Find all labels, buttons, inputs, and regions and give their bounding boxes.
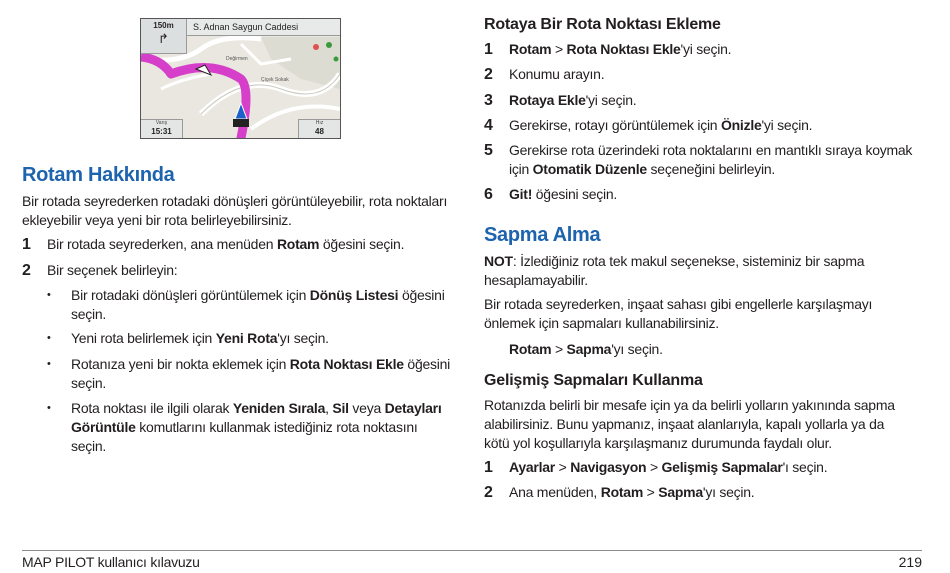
menu-term: Rotam [509, 341, 552, 357]
step-number: 6 [484, 186, 493, 203]
turn-distance: 150m [153, 21, 174, 30]
section-heading-detour: Sapma Alma [484, 224, 601, 246]
subheading-advanced-detours: Gelişmiş Sapmaları Kullanma [484, 372, 703, 389]
step-number: 3 [484, 92, 493, 109]
step-number: 5 [484, 142, 493, 159]
paragraph-text: kötü yol koşullarıyla karşılaşmanız durumunda faydalı olur. [484, 435, 832, 451]
menu-term: Detayları [384, 400, 442, 416]
menu-term: Rota Noktası Ekle [289, 356, 404, 372]
step-text: 'yi seçin. [585, 92, 637, 108]
menu-term: Dönüş Listesi [309, 287, 399, 303]
step-number: 1 [484, 459, 493, 476]
bullet-text: , [325, 400, 333, 416]
bullet-icon: • [47, 332, 51, 344]
note-text: : İzlediğiniz rota tek makul seçenekse, sisteminiz bir sapma [512, 253, 865, 269]
page-number: 219 [898, 554, 922, 570]
subheading-add-waypoint: Rotaya Bir Rota Noktası Ekleme [484, 16, 721, 33]
instruction-text: 'yı seçin. [611, 341, 663, 357]
bullet-text: Yeni rota belirlemek için [71, 330, 216, 346]
speed-value: 48 [315, 127, 324, 136]
bullet-text: veya [348, 400, 385, 416]
menu-term: Sapma [658, 484, 703, 500]
map-road-label: Çiçek Sokak [261, 77, 289, 83]
step-text: 'yi seçin. [680, 41, 732, 57]
step-text: Gerekirse rota üzerindeki rota noktalarını en mantıklı sıraya koymak [509, 142, 913, 158]
advanced-paragraph [484, 396, 929, 453]
step-text: seçeneğini belirleyin. [646, 161, 776, 177]
menu-term: Rota Noktası Ekle [566, 41, 681, 57]
menu-term: Sapma [566, 341, 612, 357]
bullet-icon: • [47, 358, 51, 370]
footer-divider [22, 550, 922, 551]
paragraph-text: önlemek için sapmaları kullanabilirsiniz. [484, 315, 719, 331]
step-text: 'yı seçin. [702, 484, 755, 500]
menu-term: Gelişmiş Sapmalar [661, 459, 783, 475]
paragraph-text: Rotanızda belirli bir mesafe için ya da belirli yolların yakınında sapma [484, 397, 895, 413]
bullet-text: seçin. [71, 438, 107, 454]
arrival-time-box [141, 119, 183, 138]
menu-term: Rotaya Ekle [509, 92, 586, 108]
turn-arrow-icon: ↱ [158, 31, 169, 46]
intro-paragraph: Bir rotada seyrederken rotadaki dönüşleri görüntüleyebilir, rota noktaları ekleyebilir veya yeni bir rota belirleyebilirsiniz. [22, 193, 448, 228]
step-text: > [551, 41, 567, 57]
menu-term: Sil [332, 400, 349, 416]
bullet-text: komutlarını kullanmak istediğiniz rota noktasını [135, 419, 418, 435]
paragraph-text: Bir rotada seyrederken, inşaat sahası gibi engellerle karşılaşmayı [484, 296, 873, 312]
step-number: 2 [484, 66, 493, 83]
bullet-text: öğesini [403, 356, 451, 372]
step-text: Bir rotada seyrederken, ana menüden [47, 236, 277, 252]
step-text: Ana menüden, [509, 484, 601, 500]
step-text: > [555, 459, 571, 475]
arrival-label: Varış [155, 120, 168, 126]
step-number: 2 [484, 484, 493, 501]
bullet-text: öğesini [398, 287, 445, 303]
step-text: 'yi seçin. [761, 117, 813, 133]
step-text: Bir seçenek belirleyin: [47, 262, 178, 278]
note-paragraph [484, 252, 929, 290]
street-name: S. Adnan Saygun Caddesi [187, 19, 340, 36]
bullet-text: seçin. [71, 375, 107, 391]
footer-manual-title: MAP PILOT kullanıcı kılavuzu [22, 554, 200, 570]
bullet-icon: • [47, 402, 51, 414]
step-number: 1 [484, 41, 493, 58]
menu-term: Otomatik Düzenle [532, 161, 647, 177]
arrival-time: 15:31 [151, 127, 172, 136]
detour-paragraph [484, 295, 929, 333]
step-number: 1 [22, 236, 31, 253]
step-number: 2 [22, 262, 31, 279]
speed-box [298, 119, 340, 138]
step-text: öğesini seçin. [532, 186, 618, 202]
bullet-text: 'yı seçin. [277, 330, 329, 346]
menu-term: Yeniden Sırala [232, 400, 326, 416]
instruction-text: > [551, 341, 567, 357]
section-heading-rotam: Rotam Hakkında [22, 164, 175, 186]
step-text: Gerekirse, rotayı görüntülemek için [509, 117, 721, 133]
step-text: Konumu arayın. [509, 66, 605, 82]
bullet-text: Bir rotadaki dönüşleri görüntülemek için [71, 287, 310, 303]
menu-term: Rotam [276, 236, 320, 252]
step-text: > [643, 484, 659, 500]
step-text: 'ı seçin. [782, 459, 828, 475]
step-text: > [646, 459, 662, 475]
step-number: 4 [484, 117, 493, 134]
menu-term: Yeni Rota [215, 330, 278, 346]
note-text: hesaplamayabilir. [484, 272, 588, 288]
note-label: NOT [484, 253, 513, 269]
menu-term: Git! [509, 186, 533, 202]
detour-instruction [509, 340, 929, 359]
step-text: öğesini seçin. [319, 236, 405, 252]
menu-term: Önizle [720, 117, 762, 133]
map-screenshot [140, 18, 341, 139]
bullet-text: seçin. [71, 306, 107, 322]
menu-term: Ayarlar [509, 459, 555, 475]
menu-term: Rotam [600, 484, 644, 500]
bullet-text: Rotanıza yeni bir nokta eklemek için [71, 356, 290, 372]
menu-term: Rotam [509, 41, 552, 57]
menu-term: Görüntüle [71, 419, 136, 435]
step-text: için [509, 161, 533, 177]
next-turn-box [141, 19, 187, 54]
paragraph-text: alabilirsiniz. Bunu yapmanız, inşaat alanlarıyla, kapalı yollarla ya da [484, 416, 885, 432]
bullet-icon: • [47, 289, 51, 301]
map-road-label: Değirmen [226, 56, 248, 62]
menu-term: Navigasyon [570, 459, 647, 475]
speed-label: Hız [315, 120, 324, 126]
bullet-text: Rota noktası ile ilgili olarak [71, 400, 233, 416]
